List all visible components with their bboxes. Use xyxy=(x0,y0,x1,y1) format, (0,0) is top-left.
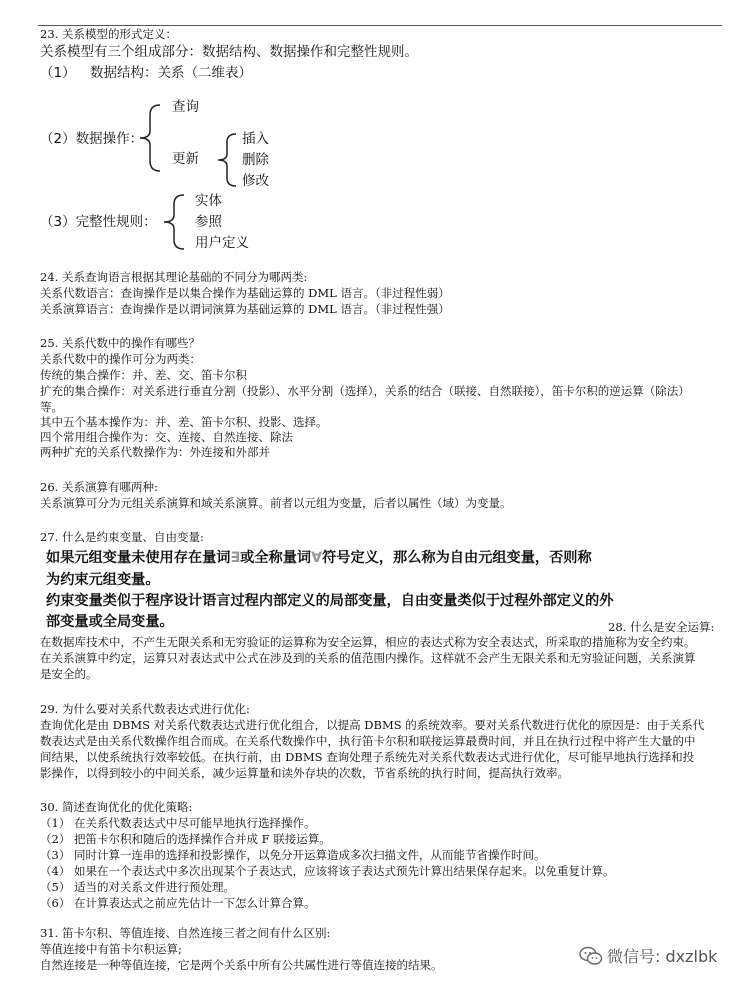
s30-item-num: （1） xyxy=(40,816,71,830)
top-rule xyxy=(38,25,722,26)
s30-item-2 xyxy=(40,832,331,848)
s31-line2: 自然连接是一种等值连接，它是两个关系中所有公共属性进行等值连接的结果。 xyxy=(40,958,443,972)
s23-item3-label: （3）完整性规则： xyxy=(40,214,157,230)
s30-item-text: 适当的对关系文件进行预处理。 xyxy=(74,880,235,894)
watermark-text: 微信号: dxzlbk xyxy=(607,947,718,966)
s25-line3b: 等。 xyxy=(40,400,63,414)
s23-heading: 23. 关系模型的形式定义： xyxy=(40,27,177,41)
s30-item-6 xyxy=(40,896,316,912)
op-delete: 删除 xyxy=(242,152,269,168)
s25-line3a: 扩充的集合操作：对关系进行垂直分割（投影）、水平分割（选择），关系的结合（联接、自然联接），笛卡尔积的逆运算（除法） xyxy=(40,384,690,398)
s30-heading: 30. 简述查询优化的优化策略: xyxy=(40,800,193,814)
s24-line1: 关系代数语言：查询操作是以集合操作为基础运算的 DML 语言。（非过程性弱） xyxy=(40,286,450,300)
s29-line3: 间结果，以使系统执行效率较低。在执行前，由 DBMS 查询处理子系统先对关系代数表达式进行优化，尽可能早地执行选择和投 xyxy=(40,750,695,764)
s23-intro: 关系模型有三个组成部分：数据结构、数据操作和完整性规则。 xyxy=(40,44,418,60)
s28-line2: 在关系演算中约定，运算只对表达式中公式在涉及到的关系的值范围内操作。这样就不会产生无限关系和无穷验证问题，关系演算 xyxy=(40,651,696,665)
s30-item-num: （4） xyxy=(40,864,71,878)
s25-line1: 关系代数中的操作可分为两类： xyxy=(40,352,201,366)
s30-item-num: （2） xyxy=(40,832,71,846)
s30-item-5 xyxy=(40,880,235,896)
update-brace xyxy=(212,132,240,188)
s28-line3: 是安全的。 xyxy=(40,667,98,681)
s28-line1: 在数据库技术中，不产生无限关系和无穷验证的运算称为安全运算，相应的表达式称为安全表达式，所采取的措施称为安全约束。 xyxy=(40,635,696,649)
forall-symbol: ∀ xyxy=(311,550,323,566)
s27-p2-line2: 部变量或全局变量。 xyxy=(46,614,174,630)
s25-line2: 传统的集合操作：并、差、交、笛卡尔积 xyxy=(40,368,247,382)
s30-item-text: 在计算表达式之前应先估计一下怎么计算合算。 xyxy=(74,896,316,910)
s27-heading: 27. 什么是约束变量、自由变量: xyxy=(40,530,204,544)
s29-heading: 29. 为什么要对关系代数表达式进行优化: xyxy=(40,702,250,716)
s23-item2-label: （2）数据操作： xyxy=(40,131,144,147)
s27-p1-line1 xyxy=(46,547,592,569)
s30-item-num: （6） xyxy=(40,896,71,910)
op-query: 查询 xyxy=(172,99,199,115)
s30-item-1 xyxy=(40,816,316,832)
s30-item-text: 同时计算一连串的选择和投影操作，以免分开运算造成多次扫描文件，从而能节省操作时间。 xyxy=(74,848,546,862)
s26-heading: 26. 关系演算有哪两种: xyxy=(40,480,158,494)
s23-item1-num: （1） xyxy=(40,65,76,81)
s29-line4: 影操作，以得到较小的中间关系，减少运算量和读外存块的次数，节省系统的执行时间，提高执行效率。 xyxy=(40,766,569,780)
s30-item-3 xyxy=(40,848,546,864)
s29-line2: 数表达式是由关系代数操作组合而成。在关系代数操作中，执行笛卡尔积和联接运算最费时间，并且在执行过程中将产生大量的中 xyxy=(40,734,696,748)
s28-heading: 28. 什么是安全运算: xyxy=(608,620,715,634)
s23-item1-text: 数据结构：关系（二维表） xyxy=(90,65,252,81)
s25-line6: 两种扩充的关系代数操作为：外连接和外部并 xyxy=(40,445,270,459)
watermark xyxy=(579,944,717,967)
s25-heading: 25. 关系代数中的操作有哪些？ xyxy=(40,336,200,350)
s30-item-num: （5） xyxy=(40,880,71,894)
s29-line1: 查询优化是由 DBMS 对关系代数表达式进行优化组合，以提高 DBMS 的系统效率。要对关系代数进行优化的原因是：由于关系代 xyxy=(40,718,705,732)
s30-item-text: 在关系代数表达式中尽可能早地执行选择操作。 xyxy=(74,816,316,830)
s27-p2-line1: 约束变量类似于程序设计语言过程内部定义的局部变量，自由变量类似于过程外部定义的外 xyxy=(46,593,614,609)
integrity-brace xyxy=(158,193,188,251)
s30-item-text: 把笛卡尔积和随后的选择操作合并成 F 联接运算。 xyxy=(74,832,331,846)
s30-item-4 xyxy=(40,864,615,880)
s27-p1-line2: 为约束元组变量。 xyxy=(46,572,160,588)
op-update: 更新 xyxy=(172,151,199,167)
s27-p1-line1b: 或全称量词 xyxy=(240,550,312,566)
operation-brace xyxy=(134,103,164,173)
op-modify: 修改 xyxy=(242,173,269,189)
rule-reference: 参照 xyxy=(195,214,222,230)
s31-heading: 31. 笛卡尔积、等值连接、自然连接三者之间有什么区别: xyxy=(40,926,331,940)
s31-line1: 等值连接中有笛卡尔积运算; xyxy=(40,942,182,956)
s24-heading: 24. 关系查询语言根据其理论基础的不同分为哪两类: xyxy=(40,270,308,284)
s25-line5: 四个常用组合操作为：交、连接、自然连接、除法 xyxy=(40,430,293,444)
s27-p1-line1c: 符号定义，那么称为自由元组变量，否则称 xyxy=(322,550,592,566)
s26-line1: 关系演算可分为元组关系演算和域关系演算。前者以元组为变量，后者以属性（域）为变量。 xyxy=(40,496,512,510)
op-insert: 插入 xyxy=(242,131,269,147)
s30-item-text: 如果在一个表达式中多次出现某个子表达式，应该将该子表达式预先计算出结果保存起来。以免重复计算。 xyxy=(74,864,615,878)
s27-p1-line1a: 如果元组变量未使用存在量词 xyxy=(46,550,231,566)
wechat-icon xyxy=(579,946,603,966)
rule-entity: 实体 xyxy=(195,193,222,209)
rule-user-defined: 用户定义 xyxy=(195,235,249,251)
s30-item-num: （3） xyxy=(40,848,71,862)
exists-symbol: ∃ xyxy=(230,550,241,566)
s24-line2: 关系演算语言：查询操作是以谓词演算为基础运算的 DML 语言。（非过程性强） xyxy=(40,302,450,316)
s25-line4: 其中五个基本操作为：并、差、笛卡尔积、投影、选择。 xyxy=(40,415,328,429)
